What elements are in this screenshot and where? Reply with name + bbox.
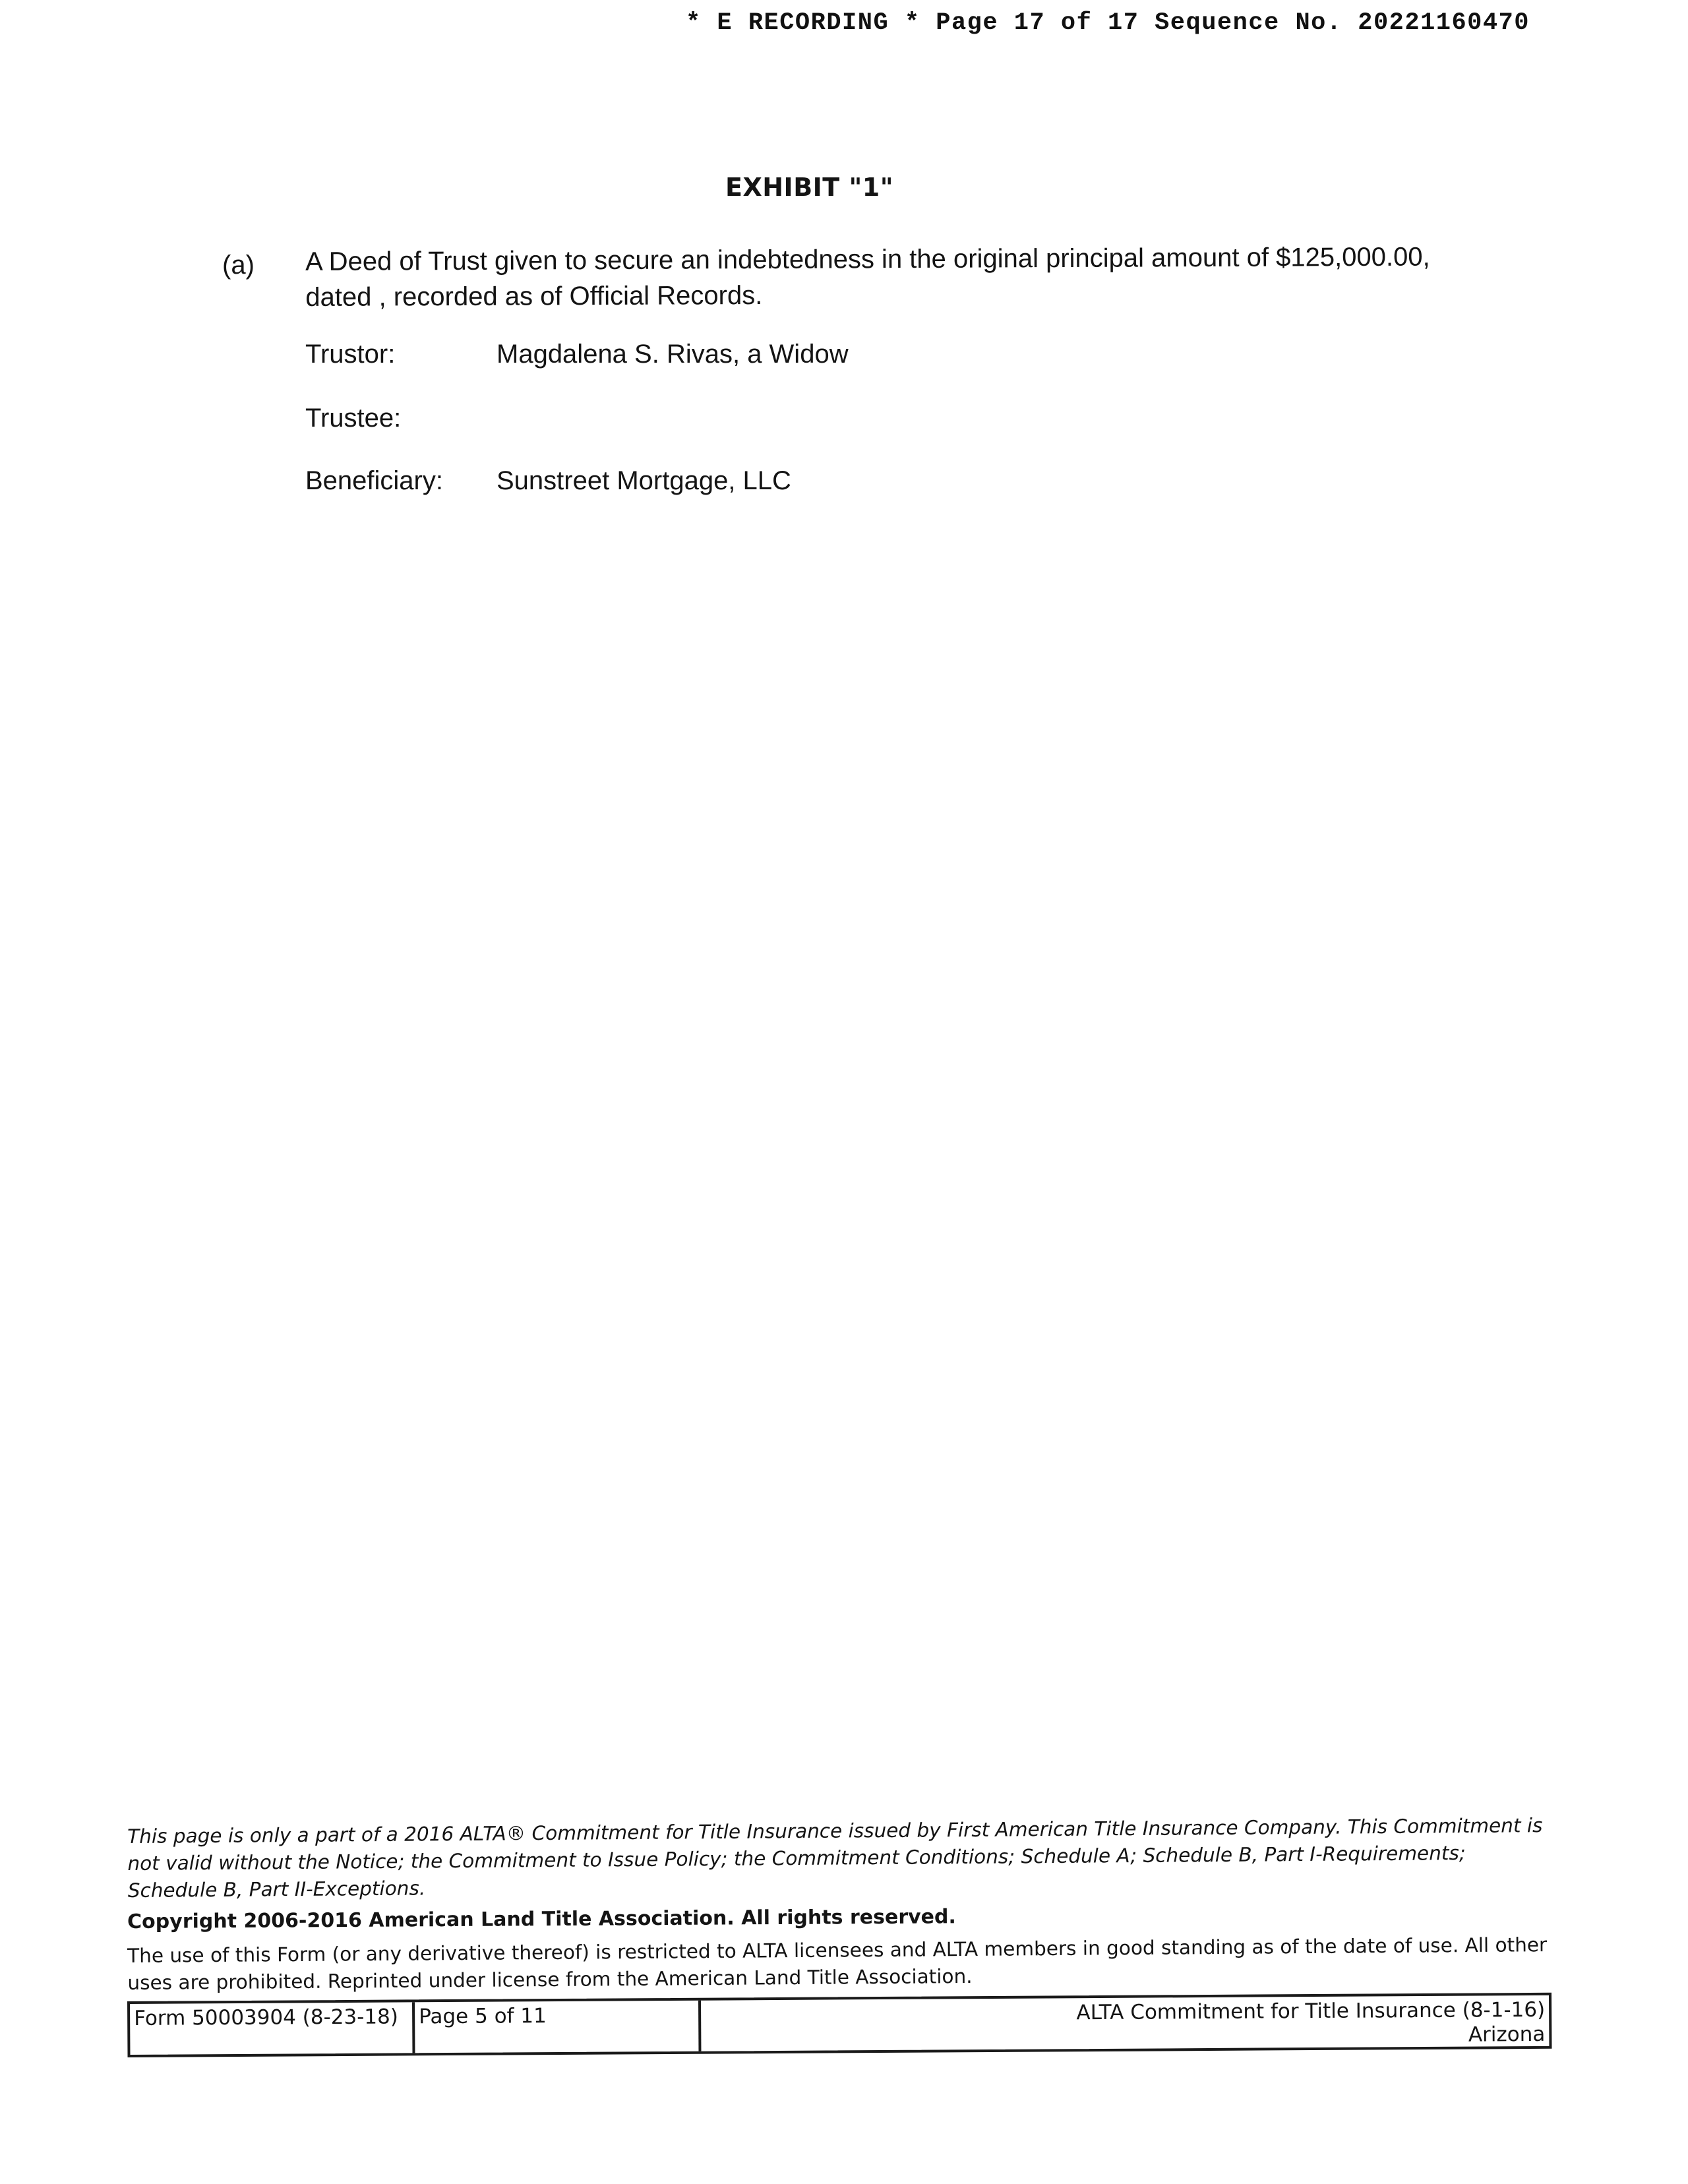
trustor-row — [305, 340, 849, 369]
form-footer-table — [127, 1993, 1552, 2057]
exhibit-title: EXHIBIT "1" — [725, 173, 893, 202]
trustor-label: Trustor: — [305, 340, 396, 369]
trustee-row — [305, 404, 497, 433]
recording-header: * E RECORDING * Page 17 of 17 Sequence No. 20221160470 — [686, 9, 1530, 37]
beneficiary-label: Beneficiary: — [305, 466, 443, 495]
beneficiary-value: Sunstreet Mortgage, LLC — [497, 466, 791, 495]
beneficiary-row — [305, 466, 791, 496]
deed-of-trust-description: A Deed of Trust given to secure an indebtedness in the original principal amount of $125,000.00, dated , recorded as of Official Records. — [305, 242, 1430, 312]
copyright-line: Copyright 2006-2016 American Land Title Association. All rights reserved. — [127, 1905, 956, 1933]
trustee-label: Trustee: — [305, 404, 402, 433]
state-name: Arizona — [1468, 2022, 1546, 2047]
trustor-value: Magdalena S. Rivas, a Widow — [497, 340, 849, 369]
alta-form-title: ALTA Commitment for Title Insurance (8-1-16) — [1076, 1997, 1546, 2025]
page-number: Page 5 of 11 — [415, 2001, 701, 2053]
commitment-notice: This page is only a part of a 2016 ALTA® Commitment for Title Insurance issued by First American Title Insurance Company. This Commitment is not valid without the Notice; the Commitment to Issue Policy; the Commitment Conditions; Schedule A; Schedule B, Part I-Requirements; Schedule B, Part II-Exceptions. — [127, 1814, 1543, 1902]
usage-restriction: The use of this Form (or any derivative thereof) is restricted to ALTA licensees and ALTA members in good standing as of the date of use. All other uses are prohibited. Reprinted under license from the American Land Title Association. — [127, 1933, 1548, 1994]
alta-form-cell — [701, 1995, 1549, 2051]
form-number: Form 50003904 (8-23-18) — [130, 2002, 415, 2055]
item-marker: (a) — [222, 251, 255, 280]
